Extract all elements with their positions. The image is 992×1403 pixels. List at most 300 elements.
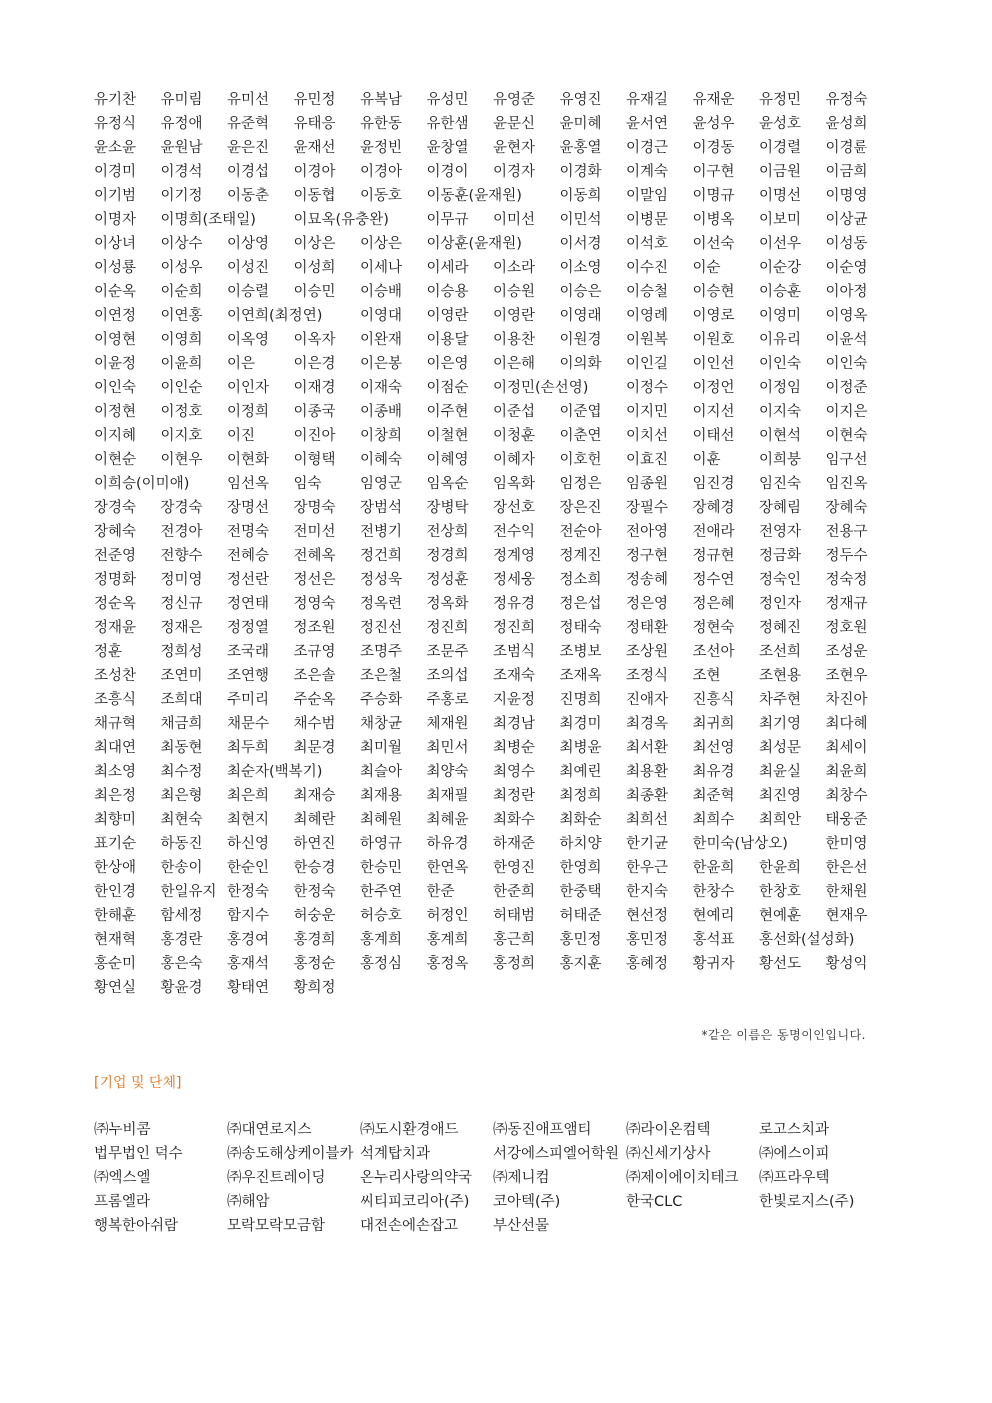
donor-name: 정두수 xyxy=(825,548,868,564)
donor-name: 임진옥 xyxy=(825,476,868,492)
donor-name: 이영대 xyxy=(360,308,403,324)
organization-name: ㈜도시환경애드 xyxy=(360,1122,459,1138)
donor-name: 최현지 xyxy=(227,812,270,828)
donor-name: 최귀희 xyxy=(692,716,735,732)
organization-name: ㈜신세기상사 xyxy=(626,1146,711,1162)
name-row xyxy=(94,184,884,208)
donor-name: 이승원 xyxy=(493,284,536,300)
donor-name: 정수연 xyxy=(692,572,735,588)
donor-name: 함세정 xyxy=(160,908,203,924)
donor-name: 이인길 xyxy=(626,356,669,372)
donor-name: 한준 xyxy=(426,884,455,900)
donor-name: 한미숙(남상오) xyxy=(692,836,788,852)
donor-name: 황선도 xyxy=(759,956,802,972)
donor-name: 홍계희 xyxy=(360,932,403,948)
organization-name: 프롬엘라 xyxy=(94,1194,151,1210)
donor-name: 한윤희 xyxy=(759,860,802,876)
donor-name: 최현숙 xyxy=(160,812,203,828)
donor-name: 정진선 xyxy=(360,620,403,636)
donor-name: 최소영 xyxy=(94,764,137,780)
donor-name: 이혜숙 xyxy=(360,452,403,468)
donor-name: 진흥식 xyxy=(692,692,735,708)
donor-name: 이상수 xyxy=(160,236,203,252)
donor-name: 정세웅 xyxy=(493,572,536,588)
donor-name: 조병보 xyxy=(559,644,602,660)
organization-name: ㈜라이온컴텍 xyxy=(626,1122,711,1138)
donor-name: 윤성희 xyxy=(825,116,868,132)
donor-name: 유민정 xyxy=(293,92,336,108)
donor-name: 조재숙 xyxy=(493,668,536,684)
donor-name: 이윤정 xyxy=(94,356,137,372)
donor-name: 채규혁 xyxy=(94,716,137,732)
donor-name: 최성문 xyxy=(759,740,802,756)
donor-name: 정계진 xyxy=(559,548,602,564)
donor-name: 이명선 xyxy=(759,188,802,204)
donor-name: 전경아 xyxy=(160,524,203,540)
name-row xyxy=(94,352,884,376)
donor-name: 이은경 xyxy=(293,356,336,372)
organization-name: 한국CLC xyxy=(626,1194,683,1210)
donor-name: 이경렬 xyxy=(759,140,802,156)
organization-row xyxy=(94,1142,894,1166)
donor-name: 이현우 xyxy=(160,452,203,468)
donor-name: 이창희 xyxy=(360,428,403,444)
donor-name: 이성진 xyxy=(227,260,270,276)
donor-name: 현예리 xyxy=(692,908,735,924)
name-row xyxy=(94,904,884,928)
donor-name: 최용환 xyxy=(626,764,669,780)
organization-row xyxy=(94,1214,894,1238)
donor-name: 이민석 xyxy=(559,212,602,228)
donor-name: 현선정 xyxy=(626,908,669,924)
organization-name: 로고스치과 xyxy=(759,1122,830,1138)
donor-name: 이현숙 xyxy=(825,428,868,444)
donor-name: 최병순 xyxy=(493,740,536,756)
name-row xyxy=(94,976,884,1000)
donor-name: 최수정 xyxy=(160,764,203,780)
donor-name: 조명주 xyxy=(360,644,403,660)
donor-name: 정영숙 xyxy=(293,596,336,612)
donor-name: 조성운 xyxy=(825,644,868,660)
donor-name: 정조원 xyxy=(293,620,336,636)
donor-name: 한준희 xyxy=(493,884,536,900)
donor-name: 윤소윤 xyxy=(94,140,137,156)
organization-row xyxy=(94,1166,894,1190)
name-row xyxy=(94,616,884,640)
organization-name: 모락모락모금함 xyxy=(227,1218,326,1234)
donor-name: 유재길 xyxy=(626,92,669,108)
donor-name: 이명희(조태일) xyxy=(160,212,256,228)
donor-name: 장병탁 xyxy=(426,500,469,516)
organization-name: ㈜엑스엘 xyxy=(94,1170,151,1186)
donor-name: 최창수 xyxy=(825,788,868,804)
donor-name: 정미영 xyxy=(160,572,203,588)
donor-name: 황귀자 xyxy=(692,956,735,972)
donor-name: 최동현 xyxy=(160,740,203,756)
donor-name: 황연실 xyxy=(94,980,137,996)
donor-name: 이영로 xyxy=(692,308,735,324)
name-row xyxy=(94,256,884,280)
donor-name: 이동훈(윤재원) xyxy=(426,188,522,204)
donor-name: 유영준 xyxy=(493,92,536,108)
donor-name: 정옥화 xyxy=(426,596,469,612)
donor-name: 최선영 xyxy=(692,740,735,756)
donor-name: 최혜윤 xyxy=(426,812,469,828)
name-row xyxy=(94,112,884,136)
donor-name: 윤창열 xyxy=(426,140,469,156)
donor-name: 임옥화 xyxy=(493,476,536,492)
donor-name: 이지호 xyxy=(160,428,203,444)
name-row xyxy=(94,640,884,664)
donor-name: 이경이 xyxy=(426,164,469,180)
donor-name: 하신영 xyxy=(227,836,270,852)
donor-name: 최준혁 xyxy=(692,788,735,804)
donor-name: 정재은 xyxy=(160,620,203,636)
donor-name: 정재규 xyxy=(825,596,868,612)
donor-name: 이성동 xyxy=(825,236,868,252)
donor-name: 이순옥 xyxy=(94,284,137,300)
donor-name: 윤성우 xyxy=(692,116,735,132)
name-row xyxy=(94,232,884,256)
donor-name: 이세라 xyxy=(426,260,469,276)
donor-name: 조의섭 xyxy=(426,668,469,684)
duplicate-name-note: *같은 이름은 동명이인입니다. xyxy=(701,1028,866,1042)
donor-name: 이인숙 xyxy=(94,380,137,396)
name-row xyxy=(94,136,884,160)
donor-name: 이정수 xyxy=(626,380,669,396)
donor-name: 전상희 xyxy=(426,524,469,540)
donor-name: 한일유지 xyxy=(160,884,217,900)
donor-name: 유정식 xyxy=(94,116,137,132)
donor-name: 정은혜 xyxy=(692,596,735,612)
name-row xyxy=(94,568,884,592)
donor-name: 이계숙 xyxy=(626,164,669,180)
donor-name: 전영자 xyxy=(759,524,802,540)
donor-name: 이은해 xyxy=(493,356,536,372)
donor-name: 이동호 xyxy=(360,188,403,204)
donor-name: 정구현 xyxy=(626,548,669,564)
donor-name: 한승민 xyxy=(360,860,403,876)
donor-name: 한윤희 xyxy=(692,860,735,876)
donor-name: 허정인 xyxy=(426,908,469,924)
donor-name: 최희안 xyxy=(759,812,802,828)
donor-name: 홍근희 xyxy=(493,932,536,948)
donor-name: 이성룡 xyxy=(94,260,137,276)
donor-name: 이소라 xyxy=(493,260,536,276)
donor-name: 이연희(최정연) xyxy=(227,308,323,324)
section-title-organizations: [기업 및 단체] xyxy=(94,1075,182,1091)
donor-name: 한정숙 xyxy=(293,884,336,900)
donor-name: 이동협 xyxy=(293,188,336,204)
donor-name: 최정희 xyxy=(559,788,602,804)
donor-name: 이인자 xyxy=(227,380,270,396)
donor-name: 이승은 xyxy=(559,284,602,300)
donor-name: 이정희 xyxy=(227,404,270,420)
name-row xyxy=(94,808,884,832)
donor-name: 이효진 xyxy=(626,452,669,468)
donor-name: 유한샘 xyxy=(426,116,469,132)
donor-name: 유미선 xyxy=(227,92,270,108)
donor-name: 이아정 xyxy=(825,284,868,300)
donor-name: 조연행 xyxy=(227,668,270,684)
donor-name: 이경근 xyxy=(626,140,669,156)
donor-name: 한중택 xyxy=(559,884,602,900)
donor-name: 정순옥 xyxy=(94,596,137,612)
donor-name: 이정현 xyxy=(94,404,137,420)
donor-name: 주승화 xyxy=(360,692,403,708)
donor-name: 이원경 xyxy=(559,332,602,348)
donor-name: 이영옥 xyxy=(825,308,868,324)
donor-name: 조희대 xyxy=(160,692,203,708)
donor-name: 전아영 xyxy=(626,524,669,540)
organization-name: ㈜제니컴 xyxy=(493,1170,550,1186)
name-row xyxy=(94,832,884,856)
donor-name: 한연옥 xyxy=(426,860,469,876)
donor-name: 이은영 xyxy=(426,356,469,372)
donor-name: 최경옥 xyxy=(626,716,669,732)
donor-name: 정금화 xyxy=(759,548,802,564)
donor-name: 이승현 xyxy=(692,284,735,300)
donor-name: 이상영 xyxy=(227,236,270,252)
name-row xyxy=(94,712,884,736)
donor-name: 이금원 xyxy=(759,164,802,180)
donor-name: 전순아 xyxy=(559,524,602,540)
donor-name: 이미선 xyxy=(493,212,536,228)
donor-name: 임옥순 xyxy=(426,476,469,492)
donor-name: 이종국 xyxy=(293,404,336,420)
donor-name: 전혜옥 xyxy=(293,548,336,564)
donor-name: 이구현 xyxy=(692,164,735,180)
name-row xyxy=(94,208,884,232)
donor-name: 한해훈 xyxy=(94,908,137,924)
donor-name: 이지민 xyxy=(626,404,669,420)
organization-name: 부산선물 xyxy=(493,1218,550,1234)
donor-name: 이승철 xyxy=(626,284,669,300)
name-row xyxy=(94,664,884,688)
donor-name: 이경화 xyxy=(559,164,602,180)
donor-name: 최향미 xyxy=(94,812,137,828)
donor-name: 장경숙 xyxy=(94,500,137,516)
donor-name: 차진아 xyxy=(825,692,868,708)
donor-name: 임진숙 xyxy=(759,476,802,492)
donor-name: 이경아 xyxy=(360,164,403,180)
organization-row xyxy=(94,1190,894,1214)
donor-name: 이인선 xyxy=(692,356,735,372)
name-row xyxy=(94,448,884,472)
name-row xyxy=(94,880,884,904)
donor-name: 이용찬 xyxy=(493,332,536,348)
donor-name: 이경섭 xyxy=(227,164,270,180)
name-row xyxy=(94,280,884,304)
donor-name: 이묘옥(유충완) xyxy=(293,212,389,228)
donor-name: 윤성호 xyxy=(759,116,802,132)
donor-name: 장경숙 xyxy=(160,500,203,516)
donor-name: 이무규 xyxy=(426,212,469,228)
donor-name: 한채원 xyxy=(825,884,868,900)
donor-name: 전명숙 xyxy=(227,524,270,540)
donor-name: 지윤정 xyxy=(493,692,536,708)
donor-name: 이철현 xyxy=(426,428,469,444)
donor-name: 최은정 xyxy=(94,788,137,804)
donor-name: 조연미 xyxy=(160,668,203,684)
organization-name: 서강에스피엘어학원 xyxy=(493,1146,620,1162)
donor-name: 최슬아 xyxy=(360,764,403,780)
donor-name: 유성민 xyxy=(426,92,469,108)
donor-name: 정혜진 xyxy=(759,620,802,636)
donor-name: 홍혜정 xyxy=(626,956,669,972)
donor-name: 조흥식 xyxy=(94,692,137,708)
donor-name: 이상균 xyxy=(825,212,868,228)
donor-name: 허승호 xyxy=(360,908,403,924)
donor-name: 한영진 xyxy=(493,860,536,876)
donor-name: 이완재 xyxy=(360,332,403,348)
donor-name: 이은봉 xyxy=(360,356,403,372)
donor-name: 한순인 xyxy=(227,860,270,876)
donor-name: 장필수 xyxy=(626,500,669,516)
donor-name: 정규현 xyxy=(692,548,735,564)
donor-name: 이인숙 xyxy=(825,356,868,372)
donor-name: 정숙인 xyxy=(759,572,802,588)
donor-name: 한미영 xyxy=(825,836,868,852)
donor-name: 최혜란 xyxy=(293,812,336,828)
donor-name: 정옥련 xyxy=(360,596,403,612)
organization-name: ㈜동진애프앰티 xyxy=(493,1122,592,1138)
donor-name: 정소희 xyxy=(559,572,602,588)
donor-name: 이승훈 xyxy=(759,284,802,300)
donor-name: 이순희 xyxy=(160,284,203,300)
donor-name: 윤미혜 xyxy=(559,116,602,132)
donor-name: 조정식 xyxy=(626,668,669,684)
donor-name: 최미월 xyxy=(360,740,403,756)
donor-name: 차주현 xyxy=(759,692,802,708)
donor-name: 이정언 xyxy=(692,380,735,396)
donor-name: 전수익 xyxy=(493,524,536,540)
donor-name: 허태준 xyxy=(559,908,602,924)
donor-name: 임진경 xyxy=(692,476,735,492)
donor-name: 정진희 xyxy=(493,620,536,636)
donor-name: 조현우 xyxy=(825,668,868,684)
donor-name: 윤정빈 xyxy=(360,140,403,156)
donor-name: 정건희 xyxy=(360,548,403,564)
donor-name: 홍민정 xyxy=(626,932,669,948)
donor-name: 한상애 xyxy=(94,860,137,876)
donor-name: 홍정희 xyxy=(493,956,536,972)
donor-name: 황희정 xyxy=(293,980,336,996)
donor-name: 이승배 xyxy=(360,284,403,300)
donor-name: 정현숙 xyxy=(692,620,735,636)
donor-name: 이순 xyxy=(692,260,721,276)
donor-name: 이경아 xyxy=(293,164,336,180)
donor-name: 이혜영 xyxy=(426,452,469,468)
name-row xyxy=(94,736,884,760)
donor-name: 윤홍열 xyxy=(559,140,602,156)
donor-name: 이원호 xyxy=(692,332,735,348)
donor-name: 이승민 xyxy=(293,284,336,300)
donor-name: 이옥영 xyxy=(227,332,270,348)
organization-row xyxy=(94,1118,894,1142)
donor-name: 이보미 xyxy=(759,212,802,228)
donor-name: 이병옥 xyxy=(692,212,735,228)
donor-name: 이상은 xyxy=(360,236,403,252)
donor-name: 조규영 xyxy=(293,644,336,660)
donor-name: 이영미 xyxy=(759,308,802,324)
donor-name: 이윤석 xyxy=(825,332,868,348)
donor-name: 최세이 xyxy=(825,740,868,756)
donor-name: 이기정 xyxy=(160,188,203,204)
donor-name: 유정민 xyxy=(759,92,802,108)
donor-name: 장혜숙 xyxy=(94,524,137,540)
donor-name: 홍정심 xyxy=(360,956,403,972)
name-row xyxy=(94,400,884,424)
donor-name: 최양숙 xyxy=(426,764,469,780)
donor-name: 이상훈(윤재원) xyxy=(426,236,522,252)
donor-name: 한정숙 xyxy=(227,884,270,900)
donor-name: 윤문신 xyxy=(493,116,536,132)
donor-name: 진애자 xyxy=(626,692,669,708)
organization-name: ㈜우진트레이딩 xyxy=(227,1170,326,1186)
donor-name: 이형택 xyxy=(293,452,336,468)
donor-name: 이영란 xyxy=(426,308,469,324)
donor-name: 홍경여 xyxy=(227,932,270,948)
donor-name: 최화순 xyxy=(559,812,602,828)
donor-name: 홍선화(설성화) xyxy=(759,932,855,948)
donor-name: 정경희 xyxy=(426,548,469,564)
donor-name: 이호헌 xyxy=(559,452,602,468)
donor-name: 이병문 xyxy=(626,212,669,228)
donor-name: 이은 xyxy=(227,356,256,372)
donor-name: 전향수 xyxy=(160,548,203,564)
name-row xyxy=(94,496,884,520)
donor-name: 이영래 xyxy=(559,308,602,324)
donor-name: 주순옥 xyxy=(293,692,336,708)
organization-name: 코아텍(주) xyxy=(493,1194,561,1210)
donor-name: 이명자 xyxy=(94,212,137,228)
donor-name: 한우근 xyxy=(626,860,669,876)
donor-name: 하치양 xyxy=(559,836,602,852)
organization-name: ㈜에스이피 xyxy=(759,1146,830,1162)
donor-name: 정호원 xyxy=(825,620,868,636)
donor-name: 이동춘 xyxy=(227,188,270,204)
donor-name: 한인경 xyxy=(94,884,137,900)
donor-name: 이재숙 xyxy=(360,380,403,396)
donor-name: 유복남 xyxy=(360,92,403,108)
donor-name: 유미림 xyxy=(160,92,203,108)
donor-name: 최다혜 xyxy=(825,716,868,732)
donor-name: 이영희 xyxy=(160,332,203,348)
donor-name: 이현석 xyxy=(759,428,802,444)
donor-name: 장혜경 xyxy=(692,500,735,516)
donor-name: 이춘연 xyxy=(559,428,602,444)
donor-name: 한기균 xyxy=(626,836,669,852)
donor-name: 이성우 xyxy=(160,260,203,276)
name-row xyxy=(94,688,884,712)
donor-name: 이지숙 xyxy=(759,404,802,420)
name-row xyxy=(94,784,884,808)
donor-name: 임종원 xyxy=(626,476,669,492)
name-row xyxy=(94,952,884,976)
donor-name: 홍민정 xyxy=(559,932,602,948)
donor-name: 정태환 xyxy=(626,620,669,636)
donor-name: 최윤희 xyxy=(825,764,868,780)
donor-name: 이혜자 xyxy=(493,452,536,468)
donor-name: 조현 xyxy=(692,668,721,684)
donor-name: 전미선 xyxy=(293,524,336,540)
donor-name: 최대연 xyxy=(94,740,137,756)
donor-name: 전준영 xyxy=(94,548,137,564)
donor-name: 이경미 xyxy=(94,164,137,180)
donor-name: 조범식 xyxy=(493,644,536,660)
donor-name: 이수진 xyxy=(626,260,669,276)
